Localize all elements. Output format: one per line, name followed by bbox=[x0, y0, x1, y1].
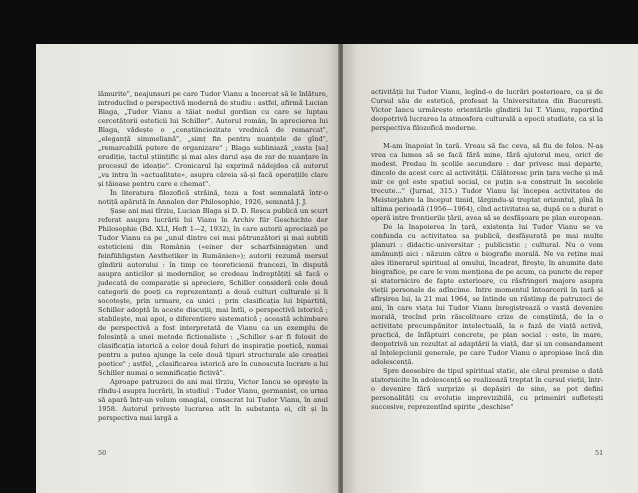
paragraph: În literatura filozofică străină, teza a fost semnalată într-o notiță apărută în Annalen der Philosophie, 1926, semnată J. J. bbox=[98, 189, 328, 206]
paragraph: De la înapoierea în țară, existența lui Tudor Vianu se va confunda cu activitatea sa publică, desfășurată pe mai multe planuri : didactic-universitar ; publicistic ; cultural. Nu o vom amănunți aici : năzuim către o biografie morală. Ne va reține mai ales itinerarul spiritual al omului, încadrat, firește, în anumite date biografice, pe care le vom menționa de pe acum, ca puncte de reper și statornicire de fapte exterioare, cu răsfringeri majore asupra vieții personale de adîncime. Intre momentul întoarcerii în țară și sfîrșirea lui, la 21 mai 1964, se întinde un răstimp de patruzeci de ani, în care viața lui Tudor Vianu înregistrează o vastă devenire morală, trecînd prin răscolitoare crize de conștiință, de la o activitate precumpănitor intelectuală, la o fază de viață activă, practică, de înfăptuiri concrete, pe plan social : este, în mare, deopotrivă un rezultat al adaptării la viață, dar și un comandament al înțelepciunii generale, pe care Tudor Vianu o apropiase încă din adolescență. bbox=[371, 223, 603, 366]
page-number-right: 51 bbox=[595, 449, 604, 457]
left-page-text bbox=[98, 90, 328, 423]
paragraph: M-am înapoiat în țară. Vreau să fac ceva, să fiu de folos. N-aș vrea ca lumea să se facă fără mine, fără ajutorul meu, orict de modest. Predau în școlile secundare : dar privesc mai departe, dincolo de acest cerc al activității. Călătoresc prin țara veche și mă mir ce gol este spațiul social, ce puțin s-a construit în secolele trecute..." (Jurnal, 315.) Tudor Vianu își începea activitatea de Meisterjahre la început timid, lărgindu-și treptat orizontul, pînă în ultima perioadă (1956—1964), cînd activitatea sa, după ce a durat o operă intre frontierile țării, avea să se desfășoare pe plan european. bbox=[371, 142, 603, 222]
paragraph: lămurite", neajunsuri pe care Tudor Vianu a încercat să le înlăture, introducînd o perspectivă modernă de studiu : astfel, afirmă Lucian Blaga, „Tudor Vianu a tăiat nodul gordian cu care se luptau cercetătorii esteticii lui Schiller". Autorul român, în aprecierea lui Blaga, vădește o „conștiinciozitate vrednică de remarcat", „eleganță simmeliană", „simț fin pentru nuanțele de gînd", „remarcabilă putere de organizare" ; Blaga subliniază „vasta [sa] erudiție, tactul științific și mai ales darul așa de rar de nuanțare în procesul de ideație". Cronicarul își exprimă nădejdea că autorul „va intra în «actualitate», asupra căreia să-și facă operațiile clare și tăioase pentru care e chemat". bbox=[98, 90, 328, 188]
paragraph: activității lui Tudor Vianu, legînd-o de lucrări posterioare, ca și de Cursul său de estetică, profesat la Universitatea din București. Victor Iancu urmărește orientările gîndirii lui T. Vianu, raportînd deopotrivă lucrarea la atmosfera culturală a epocii studiate, ca și la perspectiva filozofică moderne. bbox=[371, 88, 603, 132]
paragraph: Aproape patruzeci de ani mai tîrziu, Victor Iancu se oprește la rîndu-i asupra lucrării, în studiul : Tudor Vianu, germanist, ce urma să apară într-un volum omagial, consacrat lui Tudor Vianu, în anul 1958. Autorul privește lucrarea atît în substanța ei, cît și în perspectiva mai largă a bbox=[98, 378, 328, 422]
right-page-text bbox=[371, 88, 603, 412]
paragraph: Spre deosebire de tipul spiritual static, ale cărui premise o dată statornicite în adolescență se realizează treptat în cursul vieții, într-o devenire fără surprize și depășiri de sine, se pot defini personalități cu evoluție imprevizibilă, cu primeniri sufletești succesive, reprezentînd spirite „deschise" bbox=[371, 367, 603, 411]
page-number-left: 50 bbox=[98, 449, 107, 457]
left-page bbox=[36, 44, 340, 493]
right-page bbox=[343, 44, 638, 493]
paragraph: Șase ani mai tîrziu, Lucian Blaga și D. D. Roșca publică un scurt referat asupra lucrării lui Vianu în Archiv für Geschichte der Philosophie (Bd. XLI, Heft 1—2, 1932), în care autorii apreciază pe Tudor Vianu ca pe „unul dintre cei mai pătrunzători și mai subtili esteticieni din România («einer der scharfsinnigsten und feinfühligsten Aesthetiker in Rumänien»); autorii rezumă mersul gîndirii autorului : în timp ce teoreticienii francezi, în dispută asupra anticilor și modernilor, se credeau îndreptățiți să facă o judecată de comparație și apreciere, Schiller consideră cele două categorii de poeți ca reprezentanți a două culturi culturale și îi socotește, prin urmare, ca unici ; prin clasificația lui bipartită, Schiller adoptă în aceste discuții, mai întîi, o perspectivă istorică ; stabilește, mai apoi, o diferențiere sistematică ; această schimbare de perspectivă a fost interpretată de Vianu ca un exemplu de folosință a unei metode fictionaliste : „Schiller s-ar fi folosit de clasificația istorică a celor două feluri de inspirație poetică, numai pentru a putea ajunge la cele două tipuri structurale ale creației poetice" ; astfel, „clasificarea istorică are în cunoscuta lucrare a lui Schiller numai o semnificație fictivă". bbox=[98, 207, 328, 377]
